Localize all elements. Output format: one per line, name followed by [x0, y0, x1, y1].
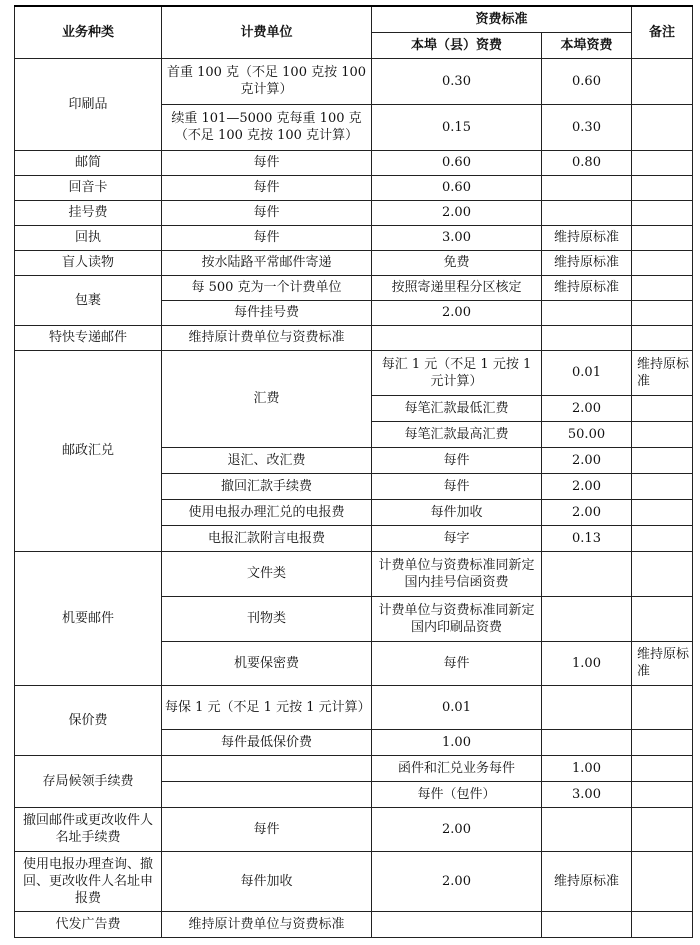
value-cell [372, 911, 542, 937]
unit-cell: 每笔汇款最高汇费 [372, 421, 542, 447]
unit-cell: 每件 [162, 175, 372, 200]
value-cell: 计费单位与资费标准同新定国内印刷品资费 [372, 596, 542, 641]
remark-cell [632, 447, 693, 473]
value-cell: 0.01 [542, 350, 632, 395]
unit-cell: 每件 [372, 641, 542, 685]
table-row [15, 851, 693, 911]
unit-cell: 每件（包件） [372, 781, 542, 807]
category-cell: 使用电报办理查询、撤回、更改收件人名址申报费 [15, 851, 162, 911]
remark-cell [632, 275, 693, 300]
remark-cell [632, 225, 693, 250]
unit-cell: 每件 [162, 150, 372, 175]
table-row [15, 58, 693, 104]
value-cell: 50.00 [542, 421, 632, 447]
value-cell: 计费单位与资费标准同新定国内挂号信函资费 [372, 551, 542, 596]
value-cell [542, 596, 632, 641]
table-row [15, 325, 693, 350]
unit-cell [162, 755, 372, 781]
value-cell: 按照寄递里程分区核定 [372, 275, 542, 300]
value-cell: 0.30 [542, 104, 632, 150]
remark-cell [632, 551, 693, 596]
unit-cell: 每件最低保价费 [162, 729, 372, 755]
remark-cell [632, 473, 693, 499]
category-cell: 印刷品 [15, 58, 162, 150]
unit-cell: 撤回汇款手续费 [162, 473, 372, 499]
unit-cell: 电报汇款附言电报费 [162, 525, 372, 551]
unit-cell: 续重 101—5000 克每重 100 克（不足 100 克按 100 克计算） [162, 104, 372, 150]
value-cell: 1.00 [542, 755, 632, 781]
category-cell: 邮简 [15, 150, 162, 175]
table-row [15, 807, 693, 851]
header-local: 本埠资费 [542, 32, 632, 58]
remark-cell [632, 781, 693, 807]
unit-cell: 每件加收 [372, 499, 542, 525]
value-cell: 2.00 [372, 200, 542, 225]
unit-cell: 每件 [162, 200, 372, 225]
remark-cell [632, 175, 693, 200]
value-cell: 0.80 [542, 150, 632, 175]
unit-cell [162, 781, 372, 807]
unit-cell: 每字 [372, 525, 542, 551]
value-cell: 0.30 [372, 58, 542, 104]
unit-cell: 每件 [162, 225, 372, 250]
header-remark: 备注 [632, 6, 693, 58]
value-cell: 3.00 [372, 225, 542, 250]
category-cell: 保价费 [15, 685, 162, 755]
unit-cell: 每汇 1 元（不足 1 元按 1 元计算） [372, 350, 542, 395]
postal-fee-table [14, 5, 693, 938]
remark-cell [632, 596, 693, 641]
value-cell: 0.60 [542, 58, 632, 104]
unit-cell: 首重 100 克（不足 100 克按 100 克计算） [162, 58, 372, 104]
remark-cell [632, 325, 693, 350]
unit-cell: 每保 1 元（不足 1 元按 1 元计算） [162, 685, 372, 729]
table-row [15, 755, 693, 781]
remark-cell [632, 807, 693, 851]
category-cell: 挂号费 [15, 200, 162, 225]
value-cell: 0.60 [372, 150, 542, 175]
value-cell [542, 175, 632, 200]
table-row [15, 551, 693, 596]
unit-cell: 维持原计费单位与资费标准 [162, 911, 372, 937]
remark-cell [632, 525, 693, 551]
value-cell: 3.00 [542, 781, 632, 807]
category-cell: 包裹 [15, 275, 162, 325]
remark-cell: 维持原标准 [632, 641, 693, 685]
value-cell [542, 911, 632, 937]
unit-cell: 机要保密费 [162, 641, 372, 685]
value-cell: 0.60 [372, 175, 542, 200]
table-row [15, 250, 693, 275]
category-cell: 特快专递邮件 [15, 325, 162, 350]
remark-cell: 维持原标准 [632, 350, 693, 395]
value-cell [542, 551, 632, 596]
remark-cell [632, 250, 693, 275]
remark-cell [632, 200, 693, 225]
table-row [15, 225, 693, 250]
remark-cell [632, 395, 693, 421]
remark-cell [632, 729, 693, 755]
category-cell: 回执 [15, 225, 162, 250]
value-cell: 2.00 [542, 447, 632, 473]
value-cell: 0.01 [372, 685, 542, 729]
remark-cell [632, 685, 693, 729]
value-cell [542, 685, 632, 729]
unit-cell: 每件 [372, 473, 542, 499]
unit-cell: 每 500 克为一个计费单位 [162, 275, 372, 300]
unit-cell: 维持原计费单位与资费标准 [162, 325, 372, 350]
value-cell: 2.00 [542, 473, 632, 499]
unit-cell: 每件加收 [162, 851, 372, 911]
remark-cell [632, 755, 693, 781]
category-cell: 盲人读物 [15, 250, 162, 275]
header-standard: 资费标准 [372, 6, 632, 32]
unit-cell: 每件挂号费 [162, 300, 372, 325]
table-row [15, 150, 693, 175]
value-cell [542, 807, 632, 851]
remark-cell [632, 499, 693, 525]
remark-cell [632, 421, 693, 447]
unit-cell: 每笔汇款最低汇费 [372, 395, 542, 421]
category-cell: 邮政汇兑 [15, 350, 162, 551]
header-row [15, 6, 693, 32]
table-row [15, 175, 693, 200]
unit-cell: 每件 [162, 807, 372, 851]
table-row [15, 275, 693, 300]
table-row [15, 350, 693, 395]
value-cell: 2.00 [372, 300, 542, 325]
unit-cell: 文件类 [162, 551, 372, 596]
header-category: 业务种类 [15, 6, 162, 58]
value-cell [542, 325, 632, 350]
value-cell: 2.00 [542, 395, 632, 421]
unit-cell: 刊物类 [162, 596, 372, 641]
unit-cell: 退汇、改汇费 [162, 447, 372, 473]
value-cell: 1.00 [542, 641, 632, 685]
unit-cell: 按水陆路平常邮件寄递 [162, 250, 372, 275]
value-cell [372, 325, 542, 350]
value-cell [542, 200, 632, 225]
unit-cell: 每件 [372, 447, 542, 473]
value-cell: 维持原标准 [542, 275, 632, 300]
value-cell: 维持原标准 [542, 225, 632, 250]
value-cell: 维持原标准 [542, 851, 632, 911]
value-cell: 1.00 [372, 729, 542, 755]
value-cell: 0.13 [542, 525, 632, 551]
value-cell: 2.00 [372, 851, 542, 911]
table-row [15, 685, 693, 729]
unit-cell: 使用电报办理汇兑的电报费 [162, 499, 372, 525]
value-cell: 免费 [372, 250, 542, 275]
category-cell: 机要邮件 [15, 551, 162, 685]
category-cell: 撤回邮件或更改收件人名址手续费 [15, 807, 162, 851]
value-cell [542, 300, 632, 325]
header-unit: 计费单位 [162, 6, 372, 58]
remark-cell [632, 104, 693, 150]
header-local-county: 本埠（县）资费 [372, 32, 542, 58]
remark-cell [632, 911, 693, 937]
remark-cell [632, 58, 693, 104]
remark-cell [632, 300, 693, 325]
remark-cell [632, 150, 693, 175]
category-cell: 代发广告费 [15, 911, 162, 937]
value-cell: 维持原标准 [542, 250, 632, 275]
value-cell: 2.00 [542, 499, 632, 525]
value-cell [542, 729, 632, 755]
remark-cell [632, 851, 693, 911]
value-cell: 2.00 [372, 807, 542, 851]
value-cell: 0.15 [372, 104, 542, 150]
category-cell: 存局候领手续费 [15, 755, 162, 807]
table-row [15, 911, 693, 937]
unit-cell: 汇费 [162, 350, 372, 447]
category-cell: 回音卡 [15, 175, 162, 200]
table-row [15, 200, 693, 225]
unit-cell: 函件和汇兑业务每件 [372, 755, 542, 781]
